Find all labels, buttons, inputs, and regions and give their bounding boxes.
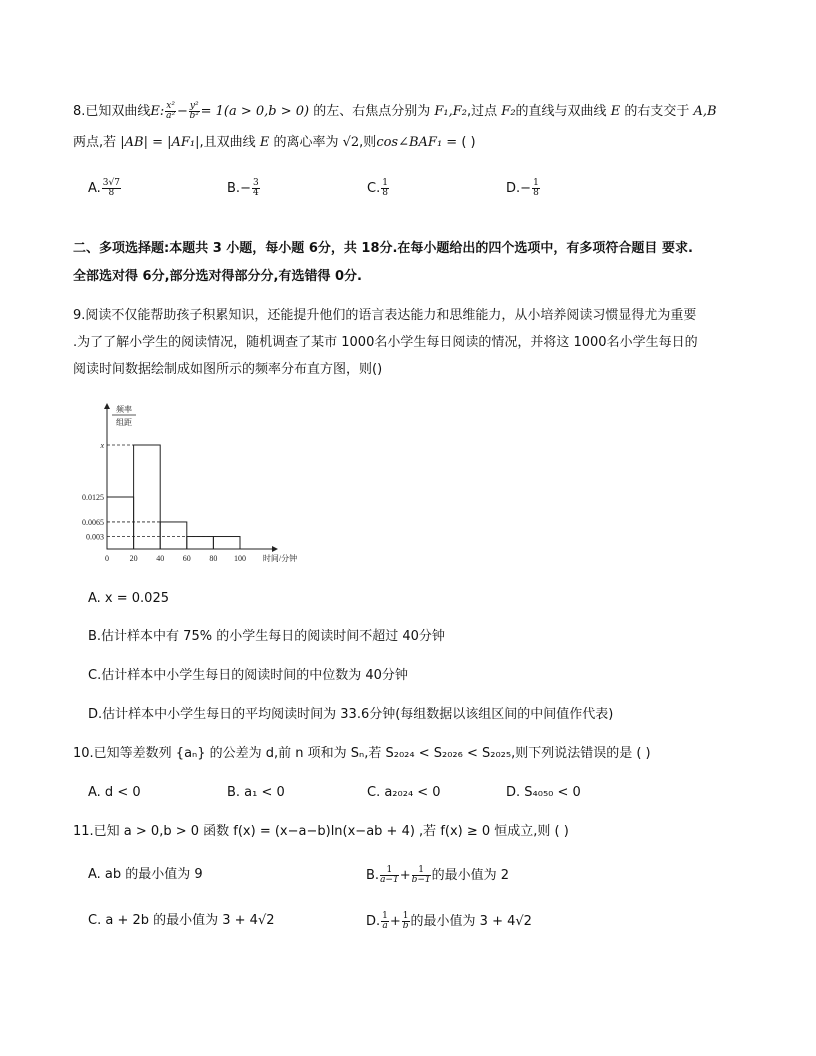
q8-line2-d: ,则 xyxy=(359,135,377,150)
y-axis-label-top: 频率 xyxy=(116,405,132,414)
q8-paren: ( ) xyxy=(461,135,476,150)
q11-stem: 11.已知 a > 0,b > 0 函数 f(x) = (x−a−b)ln(x−ab + 4) ,若 f(x) ≥ 0 恒成立,则 ( ) xyxy=(73,824,569,839)
section2-line1: 二、多项选择题:本题共 3 小题，每小题 6分，共 18分.在每小题给出的四个选项中，有多项符合题目 要求. xyxy=(73,241,693,256)
x-tick-label: 100 xyxy=(234,554,246,563)
q8-stem-d: 的直线与双曲线 xyxy=(515,104,607,119)
q8-f2: F₂ xyxy=(501,104,516,119)
q8-curve-name3: E xyxy=(259,135,270,150)
q8-eq-frac2: $\frac{\text{y²}}{\text{b²}}$ xyxy=(189,101,199,121)
q8-option-d[interactable]: D.− $\frac{1}{8}$ xyxy=(506,178,539,198)
x-axis-label: 时间/分钟 xyxy=(262,554,298,563)
q8-option-c[interactable]: C. $\frac{1}{8}$ xyxy=(367,178,388,198)
y-tick-label: 0.0065 xyxy=(82,517,104,527)
y-tick-label: 0.0125 xyxy=(82,493,104,502)
q10-option-b[interactable]: B. a₁ < 0 xyxy=(227,785,285,800)
x-tick-label: 60 xyxy=(182,554,191,563)
histogram-bar xyxy=(107,497,134,549)
q11-option-c[interactable]: C. a + 2b 的最小值为 3 + 4√2 xyxy=(88,913,275,928)
section2-line2: 全部选对得 6分,部分选对得部分分,有选错得 0分. xyxy=(73,269,362,284)
q8-stem-c: ,过点 xyxy=(467,104,498,119)
q9-option-c[interactable]: C.估计样本中小学生每日的阅读时间的中位数为 40分钟 xyxy=(88,668,408,683)
q10-option-a[interactable]: A. d < 0 xyxy=(88,785,141,800)
q8-stem-a: 8.已知双曲线 xyxy=(73,104,151,119)
x-tick-label: 80 xyxy=(209,554,218,563)
q11-option-d[interactable]: D. $\frac{1}{a}$ + $\frac{1}{b}$ 的最小值为 3 + 4√2 xyxy=(366,911,532,931)
q8-target: cos∠BAF₁ = xyxy=(376,135,458,150)
q10-option-c[interactable]: C. a₂₀₂₄ < 0 xyxy=(367,785,441,800)
q8-foci: F₁,F₂ xyxy=(434,104,468,119)
x-tick-label: 20 xyxy=(129,554,138,563)
x-tick-label: 40 xyxy=(156,554,165,563)
q11-option-a[interactable]: A. ab 的最小值为 9 xyxy=(88,867,203,882)
q9-option-b[interactable]: B.估计样本中有 75% 的小学生每日的阅读时间不超过 40分钟 xyxy=(88,629,445,644)
q8-ecc: √2 xyxy=(342,135,360,150)
q8-option-b[interactable]: B.− $\frac{3}{4}$ xyxy=(227,178,259,198)
q9-line1: 9.阅读不仅能帮助孩子积累知识，还能提升他们的语言表达能力和思维能力，从小培养阅读习惯显得尤为重要 xyxy=(73,308,697,323)
q8-cond: |AB| = |AF₁| xyxy=(120,135,200,150)
q8-stem-b: 的左、右焦点分别为 xyxy=(313,104,431,119)
q8-option-a[interactable]: A. $\frac{3√7}{8}$ xyxy=(88,178,120,198)
histogram-bar xyxy=(187,537,214,549)
q10-stem: 10.已知等差数列 {aₙ} 的公差为 d,前 n 项和为 Sₙ,若 S₂₀₂₄ < S₂₀₂₆ < S₂₀₂₅,则下列说法错误的是 ( ) xyxy=(73,746,651,761)
y-tick-label: x xyxy=(100,441,104,450)
y-tick-label: 0.003 xyxy=(86,532,104,542)
q8-line2-b: ,且双曲线 xyxy=(199,135,256,150)
q8-line2-a: 两点,若 xyxy=(73,135,117,150)
q8-curve-name2: E xyxy=(610,104,621,119)
q8-line2-c: 的离心率为 xyxy=(273,135,339,150)
q8-curve-name: E xyxy=(150,104,160,119)
q11-option-b[interactable]: B. $\frac{1}{a-1}$ + $\frac{1}{b-1}$ 的最小值为 2 xyxy=(366,865,510,885)
histogram-bar xyxy=(160,522,187,549)
q8-eq-rest: = 1(a > 0,b > 0) xyxy=(200,104,310,119)
q8-line2 xyxy=(73,134,476,152)
q8-ab: A,B xyxy=(693,104,717,119)
q8-stem-e: 的右支交于 xyxy=(624,104,690,119)
q9-option-a[interactable]: A. x = 0.025 xyxy=(88,591,169,606)
q8-line1: 8.已知双曲线E: $\frac{\text{x²}}{\text{a²}}$ − $\frac{\text{y²}}{\text{b²}}$ = 1(a > 0,b > 0) 的左、右焦点分别为 F₁,F₂,过点 F₂的直线与双曲线 E 的右支交于 A,B xyxy=(73,101,717,121)
frequency-histogram xyxy=(70,398,320,573)
q9-option-d[interactable]: D.估计样本中小学生每日的平均阅读时间为 33.6分钟(每组数据以该组区间的中间值作代表) xyxy=(88,707,614,722)
x-tick-label: 0 xyxy=(105,554,109,563)
histogram-bar xyxy=(213,537,240,549)
q10-option-d[interactable]: D. S₄₀₅₀ < 0 xyxy=(506,785,581,800)
q9-line3: 阅读时间数据绘制成如图所示的频率分布直方图，则() xyxy=(73,362,383,377)
y-axis-label-bottom: 组距 xyxy=(116,418,132,427)
q8-eq-frac1: $\frac{\text{x²}}{\text{a²}}$ xyxy=(166,101,176,121)
q9-line2: .为了了解小学生的阅读情况，随机调查了某市 1000名小学生每日阅读的情况，并将这 1000名小学生每日的 xyxy=(73,335,698,350)
histogram-bar xyxy=(134,445,161,549)
